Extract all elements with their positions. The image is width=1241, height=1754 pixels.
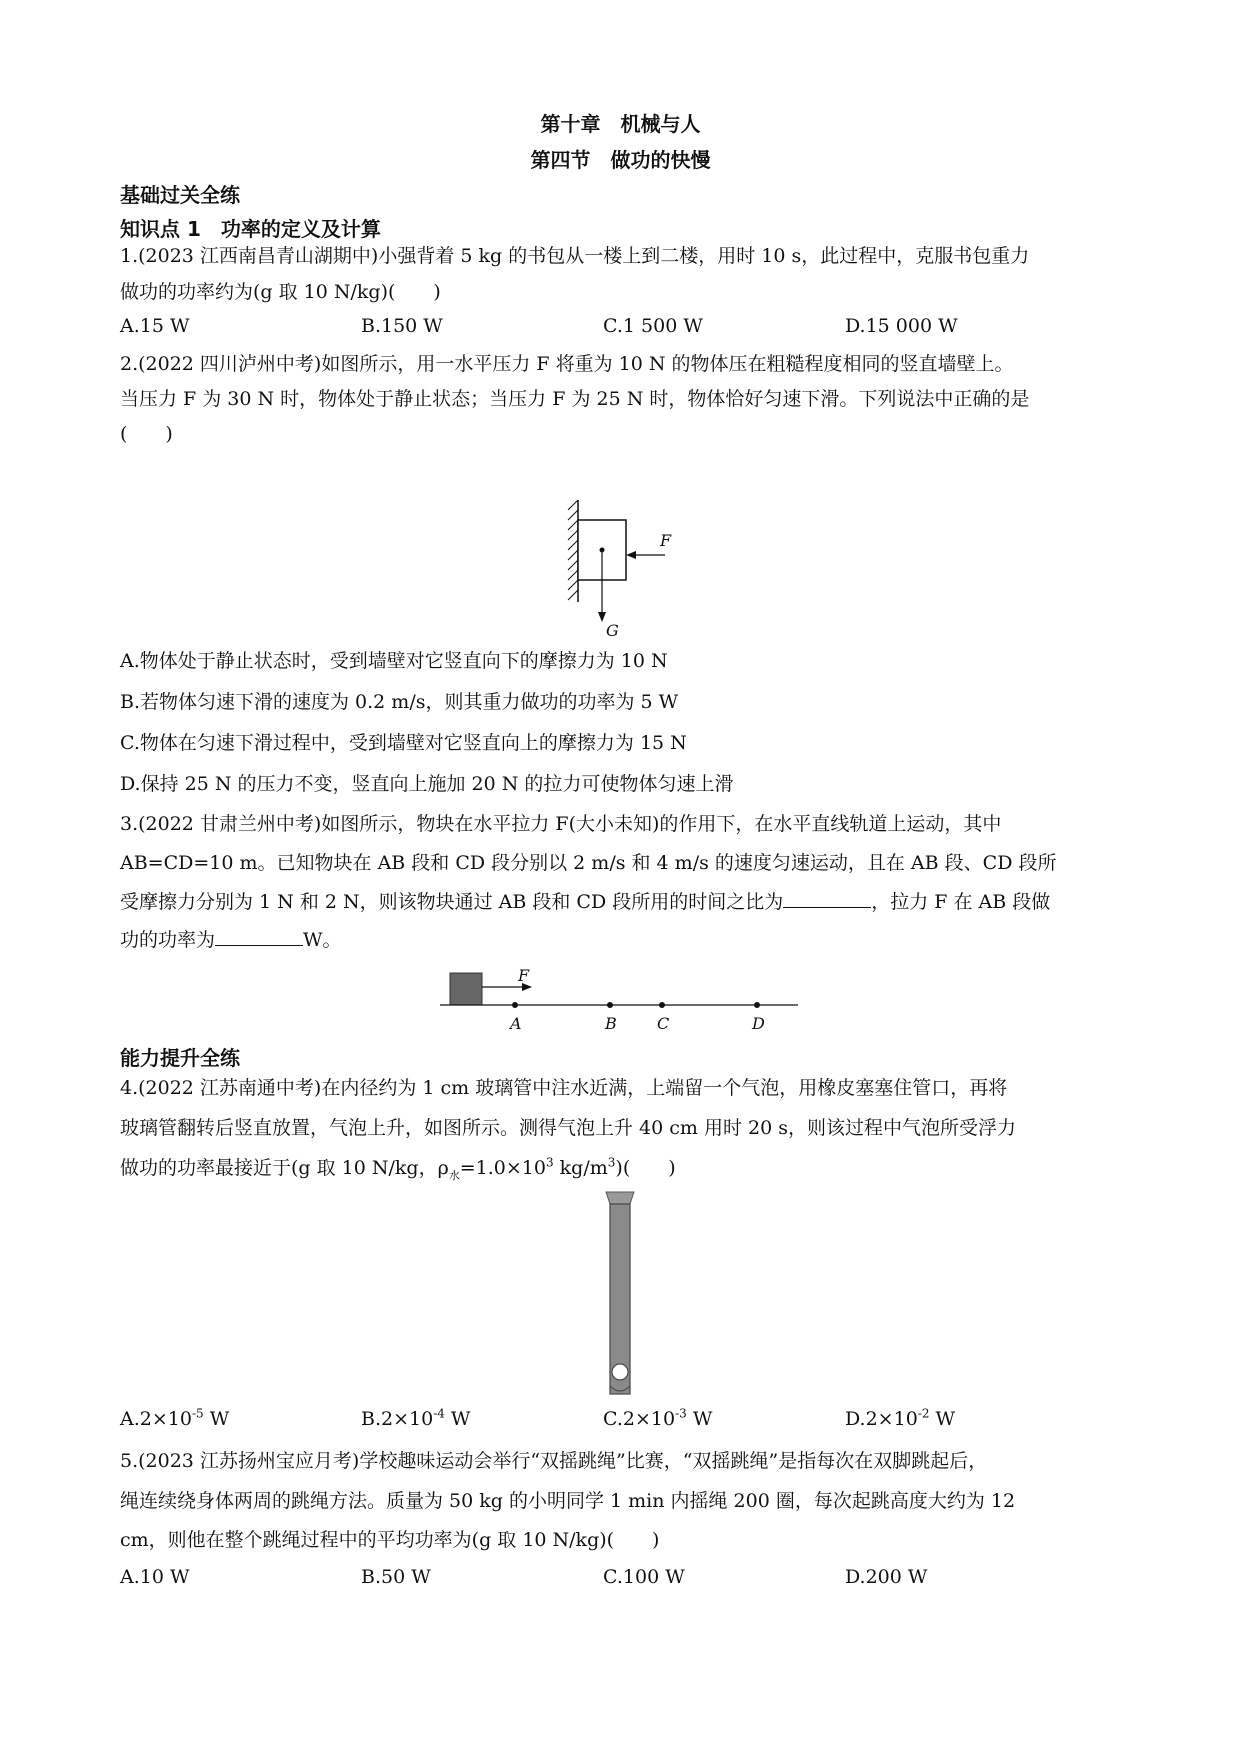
q4-glass-tube-figure: [600, 1190, 640, 1400]
q2-gravity-label: G: [606, 621, 619, 640]
q2-option-b: B.若物体匀速下滑的速度为 0.2 m/s，则其重力做功的功率为 5 W: [120, 691, 679, 713]
q2-wall-block-figure: [560, 500, 700, 640]
q4-unit-exponent: 3: [607, 1155, 616, 1170]
q4-line3-text-c: kg/m: [553, 1157, 608, 1179]
q4-line3-text-a: 做功的功率最接近于(g 取 10 N/kg，ρ: [120, 1157, 449, 1179]
q5-line2: 绳连续绕身体两周的跳绳方法。质量为 50 kg 的小明同学 1 min 内摇绳 200 圈，每次起跳高度大约为 12: [120, 1490, 1016, 1512]
q1-option-a: A.15 W: [120, 315, 190, 337]
part2-heading: 能力提升全练: [120, 1046, 240, 1070]
q5-option-b: B.50 W: [361, 1566, 431, 1588]
q3-force-label: F: [518, 966, 530, 985]
q4-option-b: $B.2\times 10^{-4}$ W: [361, 1406, 471, 1430]
q3-line3: [120, 889, 1130, 915]
q2-option-a: A.物体处于静止状态时，受到墙壁对它竖直向下的摩擦力为 10 N: [120, 650, 668, 672]
q3-line4: [120, 927, 1130, 953]
q3-answer-blank-1[interactable]: [783, 889, 871, 908]
q5-line1: 5.(2023 江苏扬州宝应月考)学校趣味运动会举行“双摇跳绳”比赛，“双摇跳绳”是指每次在双脚跳起后，: [120, 1450, 988, 1472]
q4-option-c: $C.2\times 10^{-3}$ W: [603, 1406, 713, 1430]
q3-line4-text-a: 功的功率为: [120, 929, 216, 951]
q3-line3-text-b: ，拉力 F 在 AB 段做: [871, 891, 1051, 913]
part1-heading: 基础过关全练: [120, 183, 240, 207]
q5-option-a: A.10 W: [120, 1566, 190, 1588]
q2-force-label: F: [660, 531, 672, 550]
q4-line1: 4.(2022 江苏南通中考)在内径约为 1 cm 玻璃管中注水近满，上端留一个气泡，用橡皮塞塞住管口，再将: [120, 1077, 1008, 1099]
q3-line4-text-b: W。: [303, 929, 342, 951]
q1-line1: 1.(2023 江西南昌青山湖期中)小强背着 5 kg 的书包从一楼上到二楼，用时 10 s，此过程中，克服书包重力: [120, 245, 1030, 267]
q3-point-a-label: A: [510, 1014, 522, 1033]
knowledge-point-heading: 知识点 1 功率的定义及计算: [120, 217, 381, 241]
q3-line3-text-a: 受摩擦力分别为 1 N 和 2 N，则该物块通过 AB 段和 CD 段所用的时间之比为: [120, 891, 784, 913]
q4-option-a: $A.2\times 10^{-5}$ W: [120, 1406, 230, 1430]
q2-option-d: D.保持 25 N 的压力不变，竖直向上施加 20 N 的拉力可使物体匀速上滑: [120, 773, 734, 795]
q4-line3: [120, 1155, 1130, 1181]
q3-point-d-label: D: [752, 1014, 765, 1033]
q5-line3: cm，则他在整个跳绳过程中的平均功率为(g 取 10 N/kg)( ): [120, 1529, 660, 1551]
q3-answer-blank-2[interactable]: [215, 927, 303, 946]
q3-point-b-label: B: [605, 1014, 617, 1033]
q4-line2: 玻璃管翻转后竖直放置，气泡上升，如图所示。测得气泡上升 40 cm 用时 20 s，则该过程中气泡所受浮力: [120, 1117, 1016, 1139]
q1-option-d: D.15 000 W: [845, 315, 958, 337]
q4-option-d: $D.2\times 10^{-2}$ W: [845, 1406, 956, 1430]
section-title: 第四节 做功的快慢: [530, 148, 711, 172]
q1-option-c: C.1 500 W: [603, 315, 703, 337]
q3-point-c-label: C: [657, 1014, 670, 1033]
q5-option-c: C.100 W: [603, 1566, 685, 1588]
q2-line3: ( ): [120, 423, 173, 445]
q5-option-d: D.200 W: [845, 1566, 928, 1588]
chapter-title: 第十章 机械与人: [540, 112, 701, 136]
q2-line2: 当压力 F 为 30 N 时，物体处于静止状态；当压力 F 为 25 N 时，物体恰好匀速下滑。下列说法中正确的是: [120, 388, 1030, 410]
q4-rho-subscript: 水: [448, 1168, 460, 1182]
q4-line3-text-d: )( ): [615, 1157, 676, 1179]
q1-option-b: B.150 W: [361, 315, 443, 337]
q4-exponent: 3: [545, 1155, 554, 1170]
q2-line1: 2.(2022 四川泸州中考)如图所示，用一水平压力 F 将重为 10 N 的物体压在粗糙程度相同的竖直墙壁上。: [120, 353, 1014, 375]
q4-line3-text-b: =1.0×10: [459, 1157, 546, 1179]
q1-line2: 做功的功率约为(g 取 10 N/kg)( ): [120, 281, 441, 303]
q3-line2: AB=CD=10 m。已知物块在 AB 段和 CD 段分别以 2 m/s 和 4 m/s 的速度匀速运动，且在 AB 段、CD 段所: [120, 852, 1057, 874]
q3-line1: 3.(2022 甘肃兰州中考)如图所示，物块在水平拉力 F(大小未知)的作用下，在水平直线轨道上运动，其中: [120, 813, 1002, 835]
q3-track-figure: [440, 955, 810, 1035]
q2-option-c: C.物体在匀速下滑过程中，受到墙壁对它竖直向上的摩擦力为 15 N: [120, 732, 687, 754]
